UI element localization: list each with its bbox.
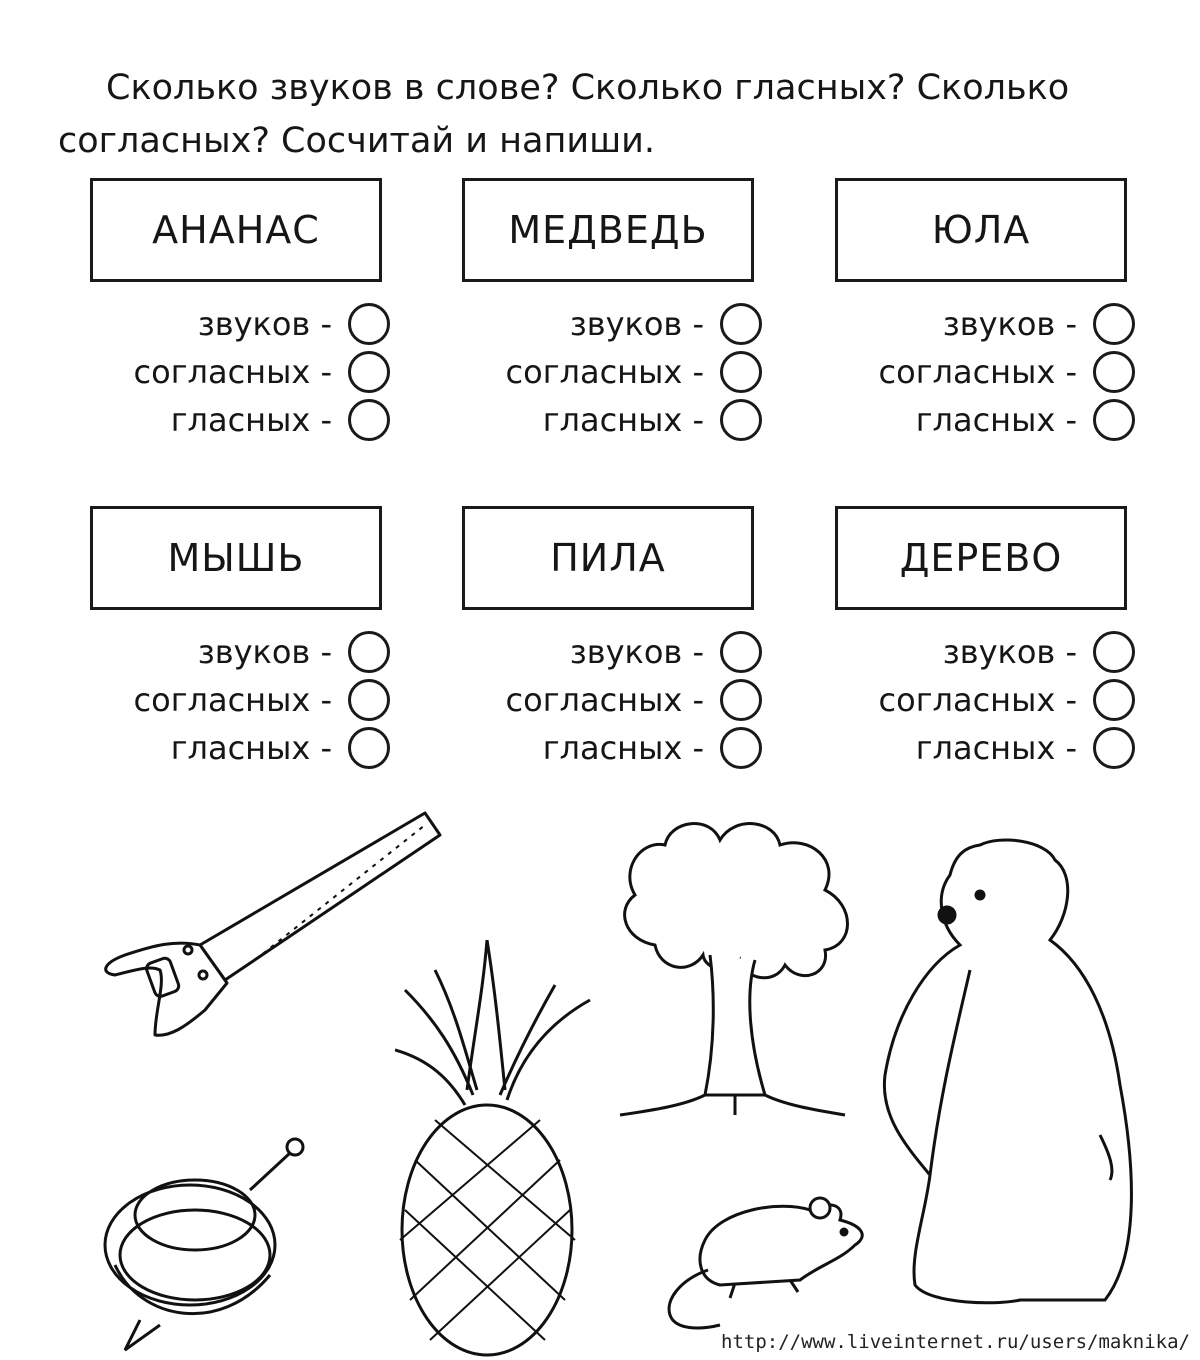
sounds-row: звуков - — [422, 628, 762, 676]
answer-circle[interactable] — [1093, 351, 1135, 393]
answer-circle[interactable] — [720, 727, 762, 769]
answer-circle[interactable] — [348, 679, 390, 721]
vowels-row: гласных - — [422, 724, 762, 772]
vowels-row: гласных - — [50, 396, 390, 444]
vowels-row: гласных - — [422, 396, 762, 444]
answer-circle[interactable] — [348, 631, 390, 673]
answer-circle[interactable] — [348, 399, 390, 441]
consonants-row: согласных - — [795, 676, 1135, 724]
answer-circle[interactable] — [348, 727, 390, 769]
sounds-row: звуков - — [50, 628, 390, 676]
answer-circle[interactable] — [1093, 631, 1135, 673]
answer-circle[interactable] — [348, 303, 390, 345]
word-box: ДЕРЕВО — [835, 506, 1127, 610]
vowels-row: гласных - — [795, 724, 1135, 772]
consonants-row: согласных - — [795, 348, 1135, 396]
pineapple-illustration — [395, 940, 595, 1360]
answer-circle[interactable] — [1093, 399, 1135, 441]
answer-circle[interactable] — [720, 631, 762, 673]
instruction-line-1: Сколько звуков в слове? Сколько гласных? Сколько — [106, 68, 1070, 108]
word-box: МЫШЬ — [90, 506, 382, 610]
bear-illustration — [870, 835, 1150, 1315]
tree-illustration — [615, 815, 865, 1125]
mouse-illustration — [660, 1180, 870, 1340]
consonants-row: согласных - — [422, 676, 762, 724]
word-box: ПИЛА — [462, 506, 754, 610]
spinning-top-illustration — [100, 1135, 310, 1355]
word-box: АНАНАС — [90, 178, 382, 282]
source-url: http://www.liveinternet.ru/users/maknika/ — [721, 1331, 1190, 1353]
consonants-row: согласных - — [50, 676, 390, 724]
answer-circle[interactable] — [1093, 679, 1135, 721]
answer-circle[interactable] — [348, 351, 390, 393]
sounds-row: звуков - — [422, 300, 762, 348]
consonants-row: согласных - — [50, 348, 390, 396]
instruction-line-2: согласных? Сосчитай и напиши. — [58, 121, 655, 161]
task-instruction — [58, 62, 1168, 168]
sounds-row: звуков - — [795, 300, 1135, 348]
answer-circle[interactable] — [720, 679, 762, 721]
vowels-row: гласных - — [50, 724, 390, 772]
answer-circle[interactable] — [720, 303, 762, 345]
word-box: ЮЛА — [835, 178, 1127, 282]
sounds-row: звуков - — [795, 628, 1135, 676]
consonants-row: согласных - — [422, 348, 762, 396]
answer-circle[interactable] — [1093, 727, 1135, 769]
answer-circle[interactable] — [1093, 303, 1135, 345]
vowels-row: гласных - — [795, 396, 1135, 444]
answer-circle[interactable] — [720, 351, 762, 393]
sounds-row: звуков - — [50, 300, 390, 348]
answer-circle[interactable] — [720, 399, 762, 441]
word-box: МЕДВЕДЬ — [462, 178, 754, 282]
